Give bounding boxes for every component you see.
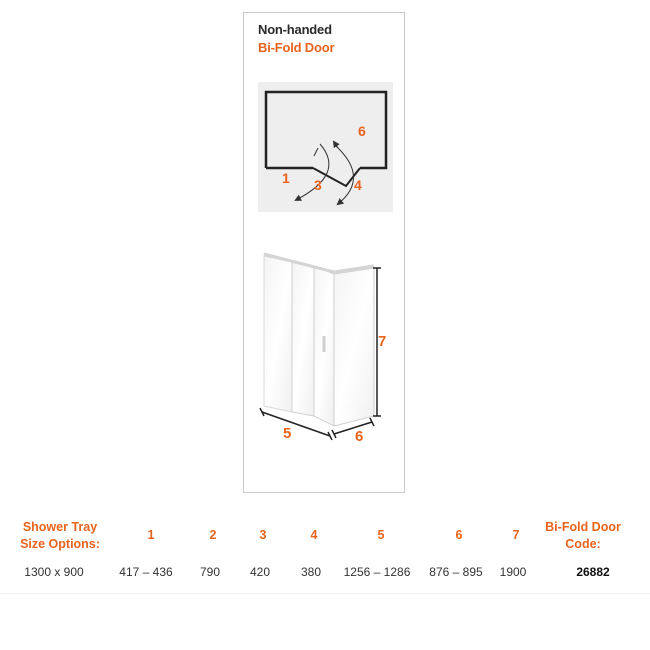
cell-dim-6: 876 – 895 [429,565,483,579]
header-dim-1: 1 [147,528,155,542]
header-dim-4: 4 [310,528,318,542]
header-dim-2: 2 [209,528,217,542]
header-dim-3: 3 [259,528,267,542]
swing-arrow-2 [314,148,318,156]
plan-view-diagram [258,82,393,212]
header-tray-size [20,519,100,553]
cell-door-code: 26882 [576,565,610,579]
swing-arrow-1 [296,144,329,200]
cell-tray-size: 1300 x 900 [24,565,84,579]
header-door-code [545,519,621,553]
header-door-code-line-2: Code: [565,537,601,551]
header-tray-size-line-2: Size Options: [20,537,100,551]
cell-dim-7: 1900 [499,565,527,579]
swing-arrow-3 [336,146,354,204]
plan-label-4: 4 [354,177,362,193]
cell-dim-2: 790 [199,565,221,579]
header-dim-6: 6 [455,528,463,542]
enclosure-outline [266,92,386,168]
enclosure-elevation-diagram [252,240,402,455]
cell-dim-1: 417 – 436 [119,565,173,579]
header-tray-size-line-1: Shower Tray [22,520,98,534]
cell-dim-4: 380 [300,565,322,579]
swing-arrow-4 [334,142,338,148]
plan-label-1: 1 [282,170,290,186]
plan-label-3: 3 [314,177,322,193]
divider [0,593,650,594]
cell-dim-3: 420 [249,565,271,579]
plan-label-6: 6 [358,123,366,139]
side-panel [334,268,374,426]
card-subtitle: Bi-Fold Door [258,40,335,55]
elevation-label-6: 6 [355,428,364,445]
card-title: Non-handed [258,22,332,37]
cell-dim-5: 1256 – 1286 [343,565,411,579]
elevation-label-5: 5 [283,425,292,442]
header-dim-5: 5 [377,528,385,542]
front-fixed-panel [264,256,292,412]
front-door-panel-left [292,262,314,416]
elevation-label-7: 7 [378,333,387,350]
header-door-code-line-1: Bi-Fold Door [545,520,621,534]
header-dim-7: 7 [512,528,520,542]
